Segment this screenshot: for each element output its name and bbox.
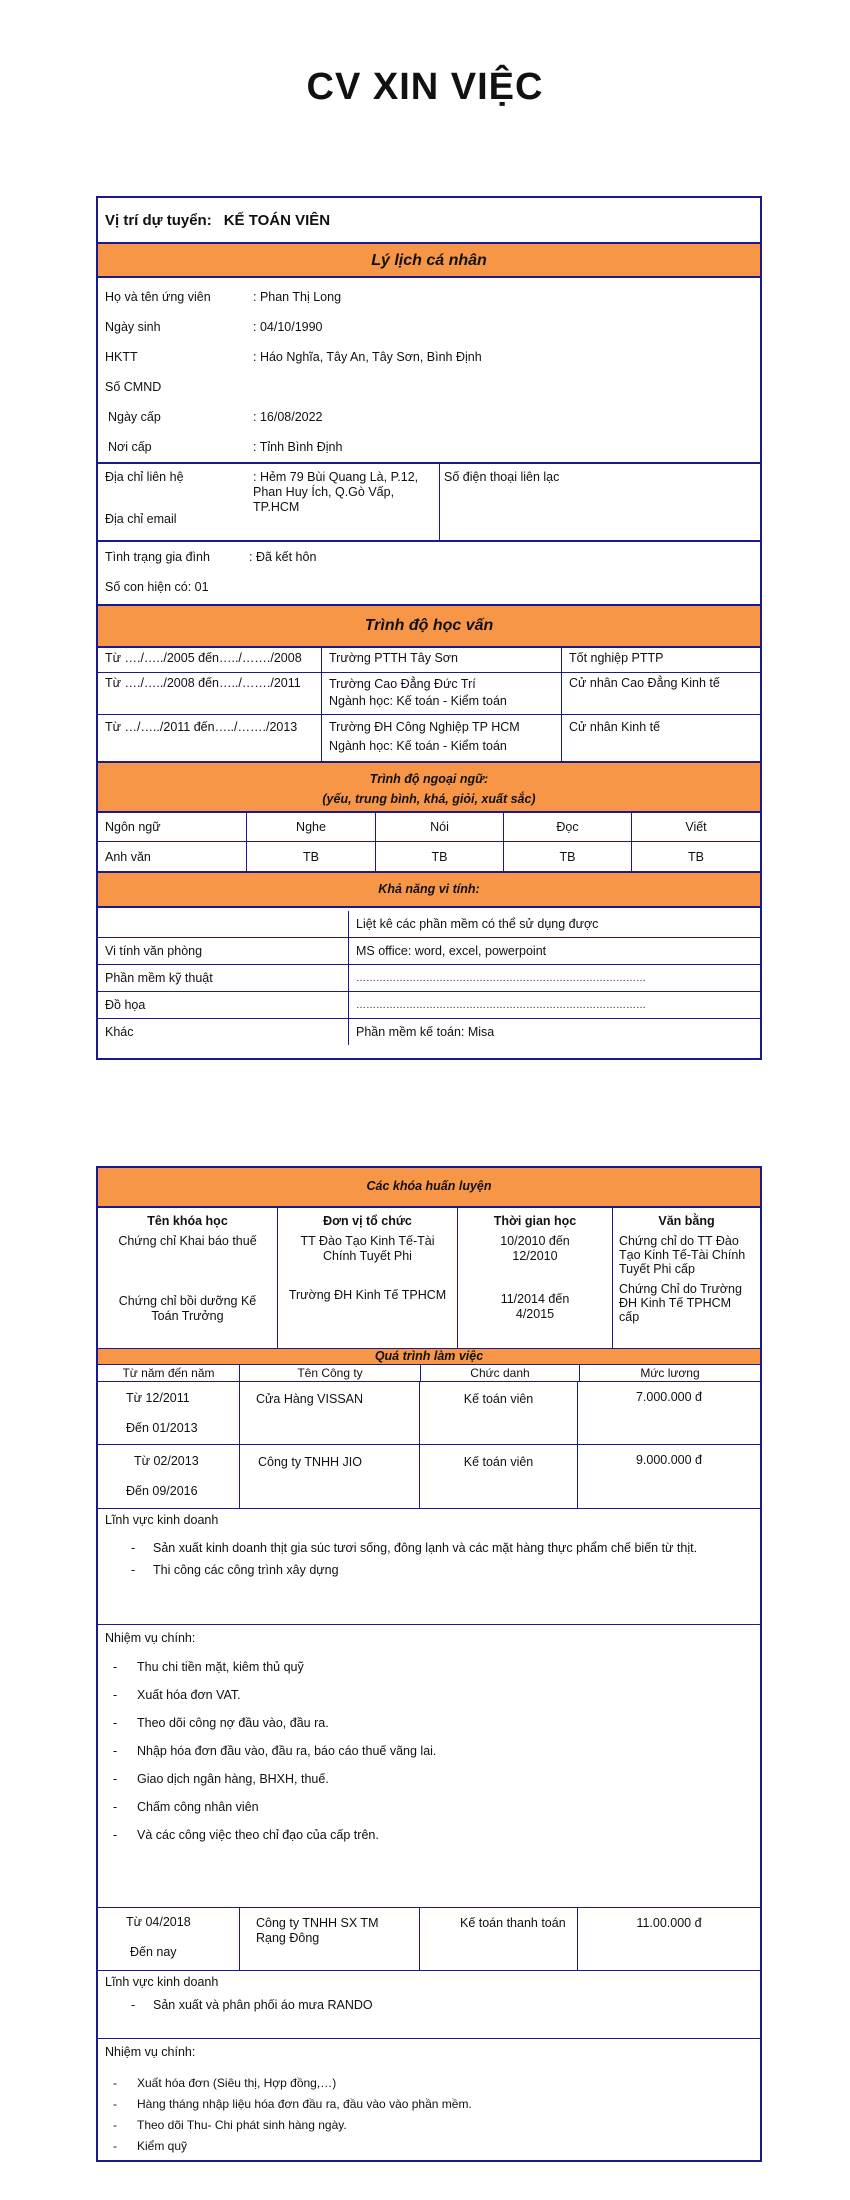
work-from: Từ 02/2013 — [134, 1454, 199, 1468]
work-company: Cửa Hàng VISSAN — [239, 1382, 419, 1444]
work-to: Đến 09/2016 — [126, 1484, 198, 1498]
field-value: : Tỉnh Bình Định — [253, 440, 343, 454]
duties-block — [98, 1625, 760, 1908]
computer-row — [98, 965, 760, 992]
edu-period: Từ …./…../2008 đến…../……./2011 — [105, 676, 301, 690]
field-issue-place — [98, 432, 760, 462]
language-subtitle: (yếu, trung bình, khá, giỏi, xuất sắc) — [322, 792, 536, 806]
language-header-row — [98, 813, 760, 842]
duty-item: - Nhập hóa đơn đầu vào, đầu ra, báo cáo thuế vãng lai. — [137, 1737, 760, 1765]
marital-label: Tình trạng gia đình — [105, 550, 210, 564]
edu-row — [98, 715, 760, 761]
children-row: Số con hiện có: 01 — [105, 580, 209, 594]
work-title: Kế toán viên — [419, 1382, 577, 1444]
phone-label: Số điện thoại liên lạc — [444, 470, 560, 484]
training-col-header: Văn bằng — [658, 1214, 715, 1228]
business-field-block — [98, 1971, 760, 2039]
computer-intro-empty — [98, 911, 348, 937]
work-row — [98, 1382, 760, 1445]
family-block — [98, 540, 760, 604]
work-title: Kế toán thanh toán — [419, 1908, 577, 1970]
contact-row — [98, 462, 760, 540]
lang-level: TB — [375, 842, 503, 871]
work-row — [98, 1908, 760, 1971]
field-label: Số CMND — [105, 380, 162, 394]
duty-item: - Theo dõi Thu- Chi phát sinh hàng ngày. — [137, 2115, 760, 2136]
position-label: Vị trí dự tuyển: — [105, 211, 212, 229]
training-header: Các khóa huấn luyện — [98, 1168, 760, 1208]
field-label: Nơi cấp — [108, 440, 152, 454]
work-col: Mức lương — [579, 1365, 760, 1381]
lang-level: TB — [246, 842, 375, 871]
phone-block — [439, 464, 760, 540]
position-row — [98, 198, 760, 242]
training-col-header: Đơn vị tổ chức — [323, 1214, 412, 1228]
address-block — [98, 464, 439, 540]
lang-level: TB — [503, 842, 631, 871]
edu-period: Từ …./…../2005 đến…../……./2008 — [105, 651, 302, 665]
edu-row — [98, 648, 760, 673]
personal-header: Lý lịch cá nhân — [98, 242, 760, 278]
field-value: : 16/08/2022 — [253, 410, 323, 424]
computer-value: MS office: word, excel, powerpoint — [348, 938, 760, 964]
work-period — [98, 1908, 239, 1970]
computer-row — [98, 1019, 760, 1045]
field-issue-date — [98, 402, 760, 432]
training-org: Trường ĐH Kinh Tế TPHCM — [288, 1288, 447, 1302]
computer-label: Đồ họa — [105, 998, 146, 1012]
duty-item: - Chấm công nhân viên — [137, 1793, 760, 1821]
training-col — [612, 1208, 760, 1348]
field-label: Ngày cấp — [108, 410, 161, 424]
duty-item: - Và các công việc theo chỉ đạo của cấp trên. — [137, 1821, 760, 1849]
language-header — [98, 761, 760, 813]
marital-row — [98, 542, 760, 572]
edu-row — [98, 673, 760, 715]
field-id-number — [98, 372, 760, 402]
edu-degree: Cử nhân Kinh tế — [561, 715, 760, 761]
training-course: Chứng chỉ bồi dưỡng Kế Toán Trưởng — [118, 1294, 257, 1323]
work-to: Đến 01/2013 — [126, 1421, 198, 1435]
training-cert: Chứng Chỉ do Trường ĐH Kinh Tế TPHCM cấp — [619, 1282, 742, 1324]
work-to: Đến nay — [130, 1945, 177, 1959]
training-col-header: Tên khóa học — [147, 1214, 228, 1228]
work-col: Từ năm đến năm — [122, 1366, 215, 1380]
computer-intro-row — [98, 911, 760, 938]
work-period — [98, 1445, 239, 1508]
training-col — [277, 1208, 457, 1348]
personal-fields — [98, 278, 760, 462]
duty-item: - Theo dõi công nợ đầu vào, đầu ra. — [137, 1709, 760, 1737]
training-col — [457, 1208, 612, 1348]
duty-item: - Hàng tháng nhập liệu hóa đơn đầu ra, đầu vào vào phần mềm. — [137, 2094, 760, 2115]
training-col — [98, 1208, 277, 1348]
edu-period: Từ …/…../2011 đến…../……./2013 — [105, 720, 298, 734]
position-value: KẾ TOÁN VIÊN — [223, 211, 331, 229]
cv-page-2 — [96, 1166, 762, 2162]
page-title: CV XIN VIỆC — [306, 66, 544, 108]
computer-value: …………………………………………………………………………… — [348, 965, 760, 991]
computer-intro: Liệt kê các phần mềm có thể sử dụng được — [348, 911, 760, 937]
work-salary: 11.00.000 đ — [577, 1908, 760, 1970]
edu-major: Ngành học: Kế toán - Kiểm toán — [329, 694, 507, 708]
business-field-block — [98, 1509, 760, 1625]
computer-header: Khả năng vi tính: — [98, 871, 760, 908]
training-course: Chứng chỉ Khai báo thuế — [118, 1234, 257, 1248]
work-company: Công ty TNHH SX TM Rạng Đông — [239, 1908, 419, 1970]
field-label: Ngày sinh — [105, 320, 161, 334]
work-col: Chức danh — [420, 1365, 579, 1381]
address-value: : Hẻm 79 Bùi Quang Là, P.12, Phan Huy Ích, Q.Gò Vấp, TP.HCM — [253, 470, 419, 514]
computer-label: Khác — [105, 1025, 134, 1039]
field-hometown — [98, 342, 760, 372]
duty-item: - Xuất hóa đơn (Siêu thị, Hợp đồng,…) — [137, 2073, 760, 2094]
work-salary: 9.000.000 đ — [577, 1445, 760, 1508]
work-header: Quá trình làm việc — [98, 1348, 760, 1365]
field-value: : 04/10/1990 — [253, 320, 323, 334]
computer-row — [98, 938, 760, 965]
work-header-row — [98, 1365, 760, 1382]
duties-label: Nhiệm vụ chính: — [105, 1631, 196, 1645]
business-field-item: - Thi công các công trình xây dựng — [153, 1559, 760, 1581]
work-col: Tên Công ty — [239, 1365, 420, 1381]
work-from: Từ 12/2011 — [126, 1391, 190, 1405]
language-title: Trình độ ngoại ngữ: — [369, 772, 489, 786]
duties-block — [98, 2039, 760, 2157]
edu-school: Trường PTTH Tây Sơn — [321, 648, 561, 672]
training-time: 11/2014 đến 4/2015 — [500, 1292, 570, 1321]
business-field-label: Lĩnh vực kinh doanh — [105, 1975, 219, 1989]
business-field-item: - Sản xuất kinh doanh thịt gia súc tươi sống, đông lạnh và các mặt hàng thực phẩm chế biến từ thịt. — [153, 1537, 760, 1559]
field-birthdate — [98, 312, 760, 342]
edu-school-cell — [321, 673, 561, 714]
business-field-label: Lĩnh vực kinh doanh — [105, 1513, 219, 1527]
duty-item: - Xuất hóa đơn VAT. — [137, 1681, 760, 1709]
email-label: Địa chỉ email — [105, 512, 177, 526]
duty-item: - Giao dịch ngân hàng, BHXH, thuế. — [137, 1765, 760, 1793]
training-time: 10/2010 đến 12/2010 — [500, 1234, 570, 1263]
edu-degree: Cử nhân Cao Đẳng Kinh tế — [561, 673, 760, 714]
computer-value: Phần mềm kế toán: Misa — [348, 1019, 760, 1045]
edu-school: Trường ĐH Công Nghiệp TP HCM — [329, 720, 520, 734]
lang-name: Anh văn — [105, 849, 151, 864]
field-label: Họ và tên ứng viên — [105, 290, 211, 304]
computer-label: Phần mềm kỹ thuật — [105, 971, 213, 985]
duties-label: Nhiệm vụ chính: — [105, 2045, 196, 2059]
work-period — [98, 1382, 239, 1444]
training-cert: Chứng chỉ do TT Đào Tạo Kinh Tế-Tài Chính Tuyết Phi cấp — [619, 1234, 746, 1276]
work-salary: 7.000.000 đ — [577, 1382, 760, 1444]
marital-value: : Đã kết hôn — [249, 550, 317, 564]
work-company: Công ty TNHH JIO — [239, 1445, 419, 1508]
cv-page-1 — [96, 196, 762, 1060]
lang-level: TB — [631, 842, 760, 871]
edu-degree: Tốt nghiệp PTTP — [561, 648, 760, 672]
training-table — [98, 1208, 760, 1348]
field-label: HKTT — [105, 350, 138, 364]
edu-school: Trường Cao Đẳng Đức Trí — [329, 677, 476, 691]
address-label: Địa chỉ liên hệ — [105, 470, 184, 484]
edu-major: Ngành học: Kế toán - Kiểm toán — [329, 739, 507, 753]
computer-row — [98, 992, 760, 1019]
language-row — [98, 842, 760, 871]
computer-value: …………………………………………………………………………… — [348, 992, 760, 1018]
education-header: Trình độ học vấn — [98, 604, 760, 648]
lang-col: Viết — [631, 813, 760, 841]
work-from: Từ 04/2018 — [126, 1915, 191, 1929]
lang-col: Đọc — [503, 813, 631, 841]
duty-item: - Kiểm quỹ — [137, 2136, 760, 2157]
work-title: Kế toán viên — [419, 1445, 577, 1508]
duty-item: - Thu chi tiền mặt, kiêm thủ quỹ — [137, 1653, 760, 1681]
field-value: : Háo Nghĩa, Tây An, Tây Sơn, Bình Định — [253, 350, 482, 364]
work-row — [98, 1445, 760, 1509]
business-field-item: - Sản xuất và phân phối áo mưa RANDO — [153, 1995, 760, 2015]
lang-col: Nói — [375, 813, 503, 841]
edu-school-cell — [321, 715, 561, 761]
training-org: TT Đào Tạo Kinh Tế-Tài Chính Tuyết Phi — [300, 1234, 435, 1263]
training-col-header: Thời gian học — [493, 1214, 577, 1228]
computer-label: Vi tính văn phòng — [105, 944, 203, 958]
lang-col: Ngôn ngữ — [105, 820, 161, 834]
lang-col: Nghe — [246, 813, 375, 841]
field-fullname — [98, 282, 760, 312]
field-value: : Phan Thị Long — [253, 290, 342, 304]
